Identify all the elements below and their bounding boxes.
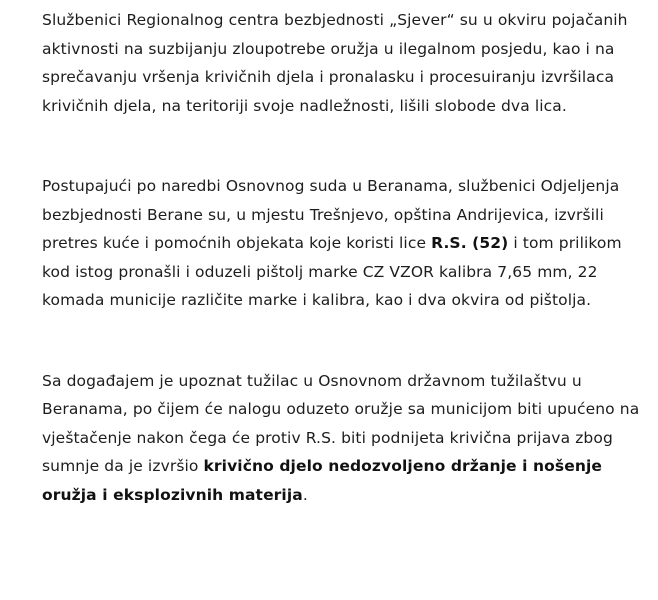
criminal-offense: krivično djelo nedozvoljeno držanje i nošenje oružja i eksplozivnih materija [42, 457, 602, 504]
paragraph-text: . [302, 485, 308, 504]
paragraph-arrest-intro [42, 6, 642, 120]
paragraph-text: i tom prilikom kod istog pronašli i oduzeli pištolj marke CZ VZOR kalibra 7,65 mm, 22 komada municije različite marke i kalibra, kao i dva okvira od pištolja. [42, 234, 622, 309]
paragraph-prosecution [42, 367, 642, 510]
paragraph-search [42, 172, 642, 315]
paragraph-text: Sa događajem je upoznat tužilac u Osnovnom državnom tužilaštvu u Beranama, po čijem će nalogu oduzeto oružje sa municijom biti upućeno na vještačenje nakon čega će protiv R.S. biti podnijeta krivična prijava zbog sumnje da je izvršio [42, 371, 640, 475]
paragraph-text: Službenici Regionalnog centra bezbjednosti „Sjever“ su u okviru pojačanih aktivnosti na suzbijanju zloupotrebe oružja u ilegalnom posjedu, kao i na sprečavanju vršenja krivičnih djela i pronalasku i procesuiranju izvršilaca krivičnih djela, na teritoriji svoje nadležnosti, lišili slobode dva lica. [42, 11, 628, 115]
paragraph-text: Postupajući po naredbi Osnovnog suda u Beranama, službenici Odjeljenja bezbjednosti Berane su, u mjestu Trešnjevo, opština Andrijevica, izvršili pretres kuće i pomoćnih objekata koje koristi lice [42, 177, 620, 252]
suspect-initials: R.S. (52) [431, 234, 509, 252]
article-body [42, 6, 642, 561]
